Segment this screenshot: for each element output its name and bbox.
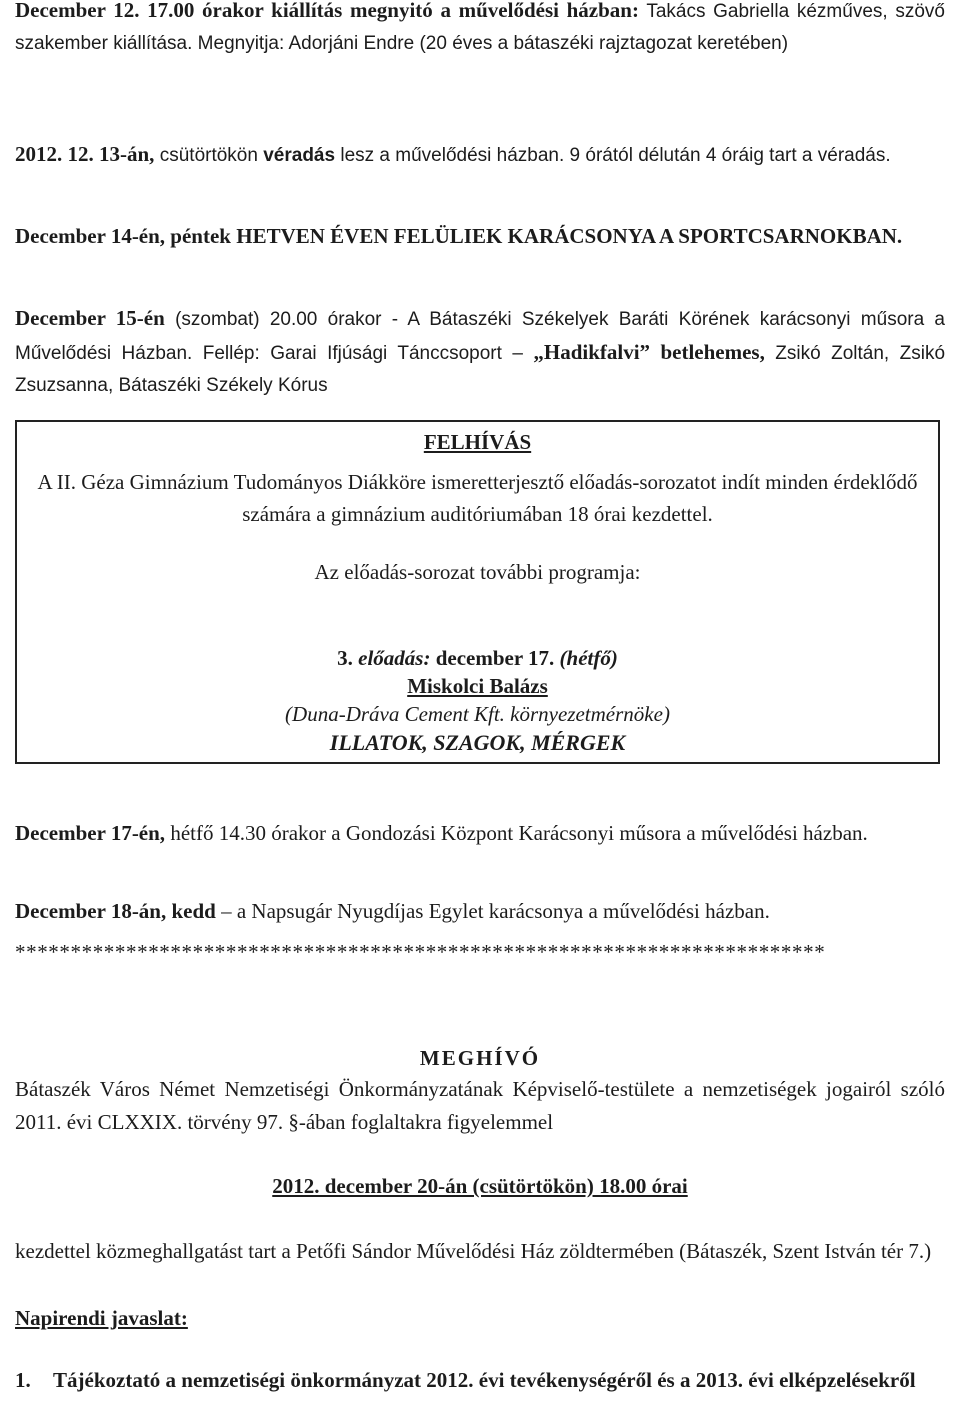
lecture-title: ILLATOK, SZAGOK, MÉRGEK: [329, 730, 626, 755]
event-pensioners: [15, 895, 945, 927]
event-date: 2012. 12. 13-án,: [15, 142, 155, 166]
notice-box: [15, 420, 940, 764]
event-care-center: [15, 817, 945, 849]
agenda-heading: Napirendi javaslat:: [15, 1306, 188, 1330]
invitation-intro: Bátaszék Város Német Nemzetiségi Önkormányzatának Képviselő-testülete a nemzetiségek jogairól szóló 2011. évi CLXXIX. törvény 97. §-ában foglaltakra figyelemmel: [15, 1077, 945, 1134]
separator-stars: *************************************************************************: [15, 940, 826, 964]
event-exhibition: [15, 0, 945, 60]
lecture-day: (hétfő): [559, 646, 618, 670]
event-text: (szombat) 20.00 órakor - A Bátaszéki Székelyek Baráti Körének karácsonyi műsora a Művelődési Házban. Fellép: Garai Ifjúsági Tánccsoport –: [15, 309, 945, 364]
agenda-item-number: 1.: [15, 1368, 31, 1392]
event-text: Takács Gabriella: [646, 1, 790, 22]
event-text: Zsikó Zoltán, Zsikó Zsuzsanna, Bátaszéki Székely Kórus: [15, 343, 946, 396]
event-keyword: véradás: [263, 145, 336, 166]
event-text: lesz a művelődési házban. 9 órától délután 4 óráig tart a véradás.: [340, 145, 891, 166]
event-szekely-program: [15, 302, 945, 402]
notice-intro: A II. Géza Gimnázium Tudományos Diákköre ismeretterjesztő előadás-sorozatot indít minden érdeklődő számára a gimnázium auditóriumában 18 órai kezdettel.: [37, 470, 918, 526]
invitation-heading: MEGHÍVÓ: [419, 1046, 541, 1070]
event-highlight: „Hadikfalvi” betlehemes,: [533, 340, 765, 364]
event-text: kézműves, szövő szakember kiállítása. Megnyitja: Adorjáni Endre (20 éves a bátaszéki rajztagozat keretében): [15, 1, 945, 54]
lecture-speaker: Miskolci Balázs: [407, 674, 548, 698]
event-date: December 15-én: [15, 306, 165, 330]
notice-title: FELHÍVÁS: [423, 430, 532, 454]
agenda-item: [15, 1364, 945, 1396]
event-text: December 14-én, péntek HETVEN ÉVEN FELÜLIEK KARÁCSONYA A SPORTCSARNOKBAN.: [15, 224, 903, 248]
agenda-item-text: Tájékoztató a nemzetiségi önkormányzat 2012. évi tevékenységéről és a 2013. évi elképzelésekről: [53, 1368, 916, 1392]
invitation-text: kezdettel közmeghallgatást tart a Petőfi Sándor Művelődési Ház zöldtermében (Bátaszék, Szent István tér 7.): [15, 1239, 932, 1263]
lecture-number: 3.: [337, 646, 353, 670]
event-blood-donation: [15, 138, 945, 172]
lecture-label: előadás:: [358, 646, 431, 670]
event-seniors-christmas: [15, 220, 945, 252]
event-text: – a Napsugár Nyugdíjas Egylet karácsonya a művelődési házban.: [221, 899, 770, 923]
event-date: December 18-án, kedd: [15, 899, 216, 923]
event-text: csütörtökön: [159, 145, 258, 166]
event-text: hétfő 14.30 órakor a Gondozási Központ Karácsonyi műsora a művelődési házban.: [170, 821, 868, 845]
event-date: December 12. 17.00 órakor kiállítás megnyitó a művelődési házban:: [15, 0, 639, 22]
invitation-date: 2012. december 20-án (csütörtökön) 18.00 órai: [272, 1174, 688, 1198]
event-date: December 17-én,: [15, 821, 166, 845]
lecture-info: [25, 644, 930, 672]
lecture-affiliation: (Duna-Dráva Cement Kft. környezetmérnöke): [285, 702, 670, 726]
lecture-date: december 17.: [435, 646, 555, 670]
program-heading: Az előadás-sorozat további programja:: [314, 560, 641, 584]
